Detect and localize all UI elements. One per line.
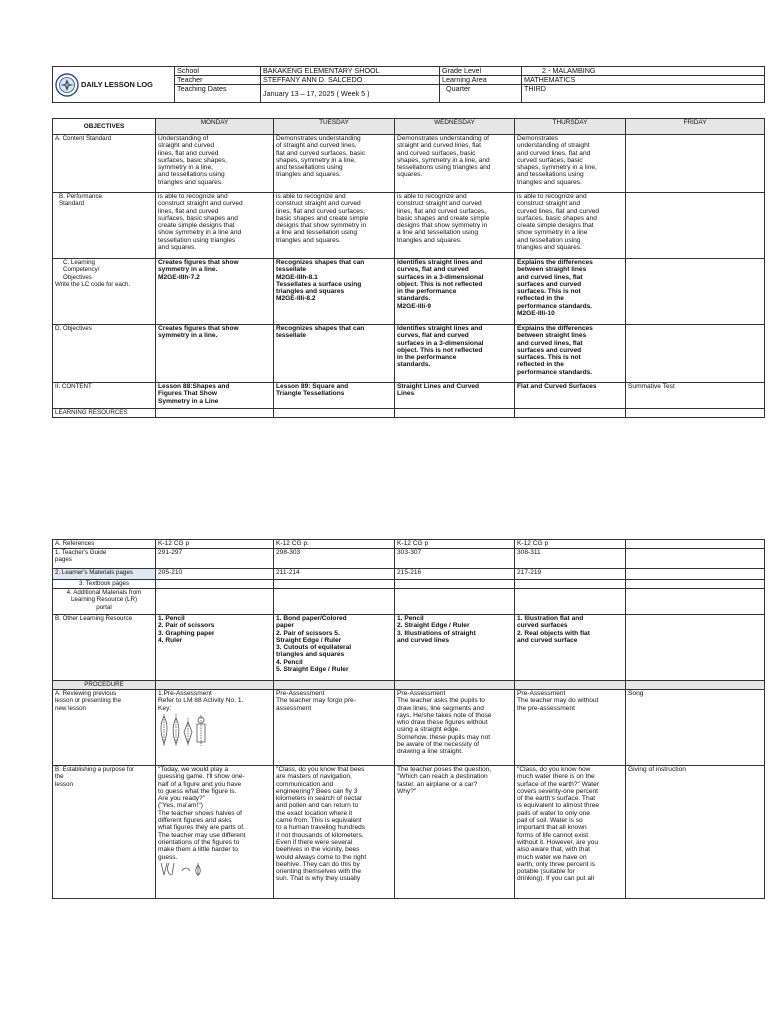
cell-tuesday (274, 409, 395, 418)
cell-thursday: Explains the differences between straight lines and curved lines, flat surfaces and curved surfaces. This is not reflected in the performance standards. (515, 325, 626, 383)
cell-monday: 1. Pencil 2. Pair of scissors 3. Graphing paper 4. Ruler (156, 615, 274, 681)
cell-friday (626, 580, 765, 589)
cell-thursday: 1. Illustration flat and curved surfaces 2. Real objects with flat and curved surface (515, 615, 626, 681)
row-label: 3. Textbook pages (53, 580, 156, 589)
cell-tuesday: is able to recognize and construct straight and curved lines, flat and curved surfaces, basic shapes and create simple designs that show symmetry in a line and tessellation using triangles and squares. (274, 193, 395, 259)
cell-monday (156, 409, 274, 418)
grade-value: 2 - MALAMBING (522, 67, 765, 76)
cell-friday: Summative Test (626, 383, 765, 409)
cell-friday (626, 549, 765, 569)
cell-tuesday: Pre-Assessment The teacher may forgo pre- assessment (274, 690, 395, 766)
area-value: MATHEMATICS (522, 76, 765, 85)
cell-thursday: Pre-Assessment The teacher may do without the pre-assessment (515, 690, 626, 766)
deped-seal-icon (55, 73, 79, 97)
cell-monday: K-12 CG p (156, 540, 274, 549)
cell-wednesday: The teacher poses the question, "Which can reach a destination faster, an airplane or a car? Why?" (395, 766, 515, 899)
day-wednesday: WEDNESDAY (395, 119, 515, 135)
quarter-label: Quarter (440, 85, 522, 103)
procedure-heading: PROCEDURE (53, 681, 156, 690)
cell-tuesday (274, 580, 395, 589)
school-label: School (175, 67, 261, 76)
cell-thursday: "Class, do you know how much water there is on the surface of the earth?" Water covers seventy-one percent of the earth's surface. That is equivalent to almost three pails of water to only one pail of soil. Water is so important that all known forms of life cannot exist without it. However, are you also aware that, with that much water we have on earth, only three percent is potable (suitable for drinking). If you can put all (515, 766, 626, 899)
cell-tuesday: "Class, do you know that bees are masters of navigation, communication and engineering? Bees can fly 3 kilometers in search of nectar and pollen and can return to the exact location where it came from. This is equivalent to a human traveling hundreds if not thousands of kilometers. Even if there were several beehives in the vicinity, bees would always come to the right beehive. They can do this by orienting themselves with the sun. That is why they usually (274, 766, 395, 899)
cell-monday (156, 681, 274, 690)
row-label: B. Performance Standard (53, 193, 156, 259)
cell-friday (626, 540, 765, 549)
cell-wednesday (395, 580, 515, 589)
row-label: D. Objectives (53, 325, 156, 383)
cell-friday (626, 569, 765, 580)
cell-friday (626, 193, 765, 259)
cell-tuesday: 298-303 (274, 549, 395, 569)
cell-monday: 205-210 (156, 569, 274, 580)
cell-thursday: is able to recognize and construct straight and curved lines, flat and curved surfaces, basic shapes and create simple designs that show symmetry in a line and tessellation using triangles and squares. (515, 193, 626, 259)
cell-wednesday: 1. Pencil 2. Straight Edge / Ruler 3. Illustrations of straight and curved lines (395, 615, 515, 681)
half-figures-icon (158, 861, 210, 877)
grade-label: Grade Level (440, 67, 522, 76)
cell-friday: Song (626, 690, 765, 766)
header-table (52, 66, 765, 103)
cell-monday: Creates figures that show symmetry in a line. (156, 325, 274, 383)
cell-monday: Lesson 88:Shapes and Figures That Show Symmetry in a Line (156, 383, 274, 409)
objectives-table (52, 118, 765, 418)
teacher-label: Teacher (175, 76, 261, 85)
row-label (53, 259, 156, 325)
quarter-value: THIRD (522, 85, 765, 103)
row-label: A. Reviewing previous lesson or presenting the new lesson (53, 690, 156, 766)
symmetry-figures-icon (158, 712, 210, 748)
day-friday: FRIDAY (626, 119, 765, 135)
objectives-heading: OBJECTIVES (53, 119, 156, 135)
logo-text: DAILY LESSON LOG (81, 79, 153, 89)
cell-friday: Giving of instruction (626, 766, 765, 899)
table-row (53, 569, 765, 580)
cell-tuesday: 1. Bond paper/Colored paper 2. Pair of scissors 5. Straight Edge / Ruler 3. Cutouts of equilateral triangles and squares 4. Pencil 5. Straight Edge / Ruler (274, 615, 395, 681)
cell-wednesday: Straight Lines and Curved Lines (395, 383, 515, 409)
cell-thursday: K-12 CG p (515, 540, 626, 549)
table-row (53, 193, 765, 259)
cell-tuesday: K-12 CG p. (274, 540, 395, 549)
row-label: 2. Learner's Materials pages (53, 569, 156, 580)
dates-value: January 13 – 17, 2025 ( Week 5 ) (261, 85, 440, 103)
cell-friday (626, 325, 765, 383)
cell-thursday (515, 681, 626, 690)
table-row (53, 409, 765, 418)
row-label: B. Establishing a purpose for the lesson (53, 766, 156, 899)
cell-tuesday: Recognizes shapes that can tessellate M2GE-IIIh-8.1 Tessellates a surface using triangles and squares M2GE-IIIi-8.2 (274, 259, 395, 325)
table-row (53, 540, 765, 549)
cell-thursday: 308-311 (515, 549, 626, 569)
cell-wednesday: is able to recognize and construct straight and curved lines, flat and curved surfaces, basic shapes and create simple designs that show symmetry in a line and tessellation using triangles and squares. (395, 193, 515, 259)
cell-wednesday: Demonstrates understanding of straight and curved lines, flat and curved surfaces, basic shapes, symmetry in a line, and tessellations using triangles and squares. (395, 135, 515, 193)
cell-thursday (515, 580, 626, 589)
cell-tuesday: Recognizes shapes that can tessellate (274, 325, 395, 383)
cell-wednesday (395, 409, 515, 418)
table-row (53, 589, 765, 615)
cell-tuesday (274, 589, 395, 615)
cell-wednesday: Identifies straight lines and curves, flat and curved surfaces in a 3-dimensional object. This is not reflected in the performance standards. (395, 325, 515, 383)
table-row (53, 383, 765, 409)
cell-monday: 291-297 (156, 549, 274, 569)
cell-tuesday (274, 681, 395, 690)
cell-friday (626, 615, 765, 681)
cell-wednesday: K-12 CG p (395, 540, 515, 549)
cell-thursday (515, 409, 626, 418)
cell-friday (626, 135, 765, 193)
cell-monday (156, 589, 274, 615)
row-label: LEARNING RESOURCES (53, 409, 156, 418)
cell-monday (156, 766, 274, 899)
table-row (53, 690, 765, 766)
row-label: B. Other Learning Resource (53, 615, 156, 681)
cell-wednesday (395, 681, 515, 690)
cell-monday: is able to recognize and construct straight and curved lines, flat and curved surfaces, basic shapes and create simple designs that show symmetry in a line and tessellation using triangles and squares. (156, 193, 274, 259)
row-label: A. Content Standard (53, 135, 156, 193)
cell-tuesday: Lesson 89: Square and Triangle Tessellations (274, 383, 395, 409)
cell-wednesday: Identifies straight lines and curves, flat and curved surfaces in a 3-dimensional object. This is not reflected in the performance standards. M2GE-IIIi-9 (395, 259, 515, 325)
row-label: A. References (53, 540, 156, 549)
establishing-monday-text: "Today, we would play a guessing game. I'll show one- half of a figure and you have to guess what the figure is. Are you ready?" ("Yes, ma'am!") The teacher shows halves of different figures and asks what figures they are parts of. The teacher may use different orientations of the figures to make them a little harder to guess. (158, 766, 246, 861)
cell-thursday: Flat and Curved Surfaces (515, 383, 626, 409)
cell-wednesday: 303-307 (395, 549, 515, 569)
cell-monday (156, 580, 274, 589)
day-thursday: THURSDAY (515, 119, 626, 135)
logo-cell (53, 67, 175, 103)
cell-thursday: Explains the differences between straight lines and curved lines, flat surfaces and curved surfaces. This is not reflected in the performance standards. M2GE-IIIi-10 (515, 259, 626, 325)
cell-friday (626, 681, 765, 690)
table-row (53, 766, 765, 899)
dates-label: Teaching Dates (175, 85, 261, 103)
cell-tuesday: 211-214 (274, 569, 395, 580)
table-row (53, 615, 765, 681)
cell-wednesday: 215-216 (395, 569, 515, 580)
cell-friday (626, 259, 765, 325)
row-label: II. CONTENT (53, 383, 156, 409)
cell-friday (626, 409, 765, 418)
cell-thursday: 217-219 (515, 569, 626, 580)
cell-tuesday: Demonstrates understanding of straight and curved lines, flat and curved surfaces, basic shapes, symmetry in a line, and tessellations using triangles and squares. (274, 135, 395, 193)
teacher-value: STEFFANY ANN D. SALCEDO (261, 76, 440, 85)
cell-monday: Understanding of straight and curved lines, flat and curved surfaces, basic shapes, symmetry in a line, and tessellations using triangles and squares. (156, 135, 274, 193)
cell-wednesday (395, 589, 515, 615)
table-row (53, 580, 765, 589)
cell-monday: Creates figures that show symmetry in a line. M2GE-IIIh-7.2 (156, 259, 274, 325)
table-row (53, 549, 765, 569)
row-label: 1. Teacher's Guide pages (53, 549, 156, 569)
table-row (53, 681, 765, 690)
day-monday: MONDAY (156, 119, 274, 135)
table-row (53, 259, 765, 325)
day-tuesday: TUESDAY (274, 119, 395, 135)
row-label: 4. Additional Materials from Learning Resource (LR) portal (53, 589, 156, 615)
cell-wednesday: Pre-Assessment The teacher asks the pupils to draw lines, line segments and rays. He/she takes note of those who draw these figures without using a straight edge. Somehow, these pupils may not be aware of the necessity of drawing a line straight. (395, 690, 515, 766)
cell-monday (156, 690, 274, 766)
procedure-table (52, 539, 765, 899)
cell-thursday: Demonstrates understanding of straight and curved lines, flat and curved surfaces, basic shapes, symmetry in a line, and tessellations using triangles and squares. (515, 135, 626, 193)
competency-label: C. Learning Competency/ Objectives (63, 259, 100, 281)
school-value: BAKAKENG ELEMENTARY SHOOL (261, 67, 440, 76)
area-label: Learning Area (440, 76, 522, 85)
table-row (53, 135, 765, 193)
cell-friday (626, 589, 765, 615)
table-row (53, 325, 765, 383)
cell-thursday (515, 589, 626, 615)
reviewing-monday-text: 1.Pre-Assessment Refer to LM 88 Activity No. 1. Key: (158, 690, 244, 712)
competency-note: Write the LC code for each. (55, 280, 131, 288)
